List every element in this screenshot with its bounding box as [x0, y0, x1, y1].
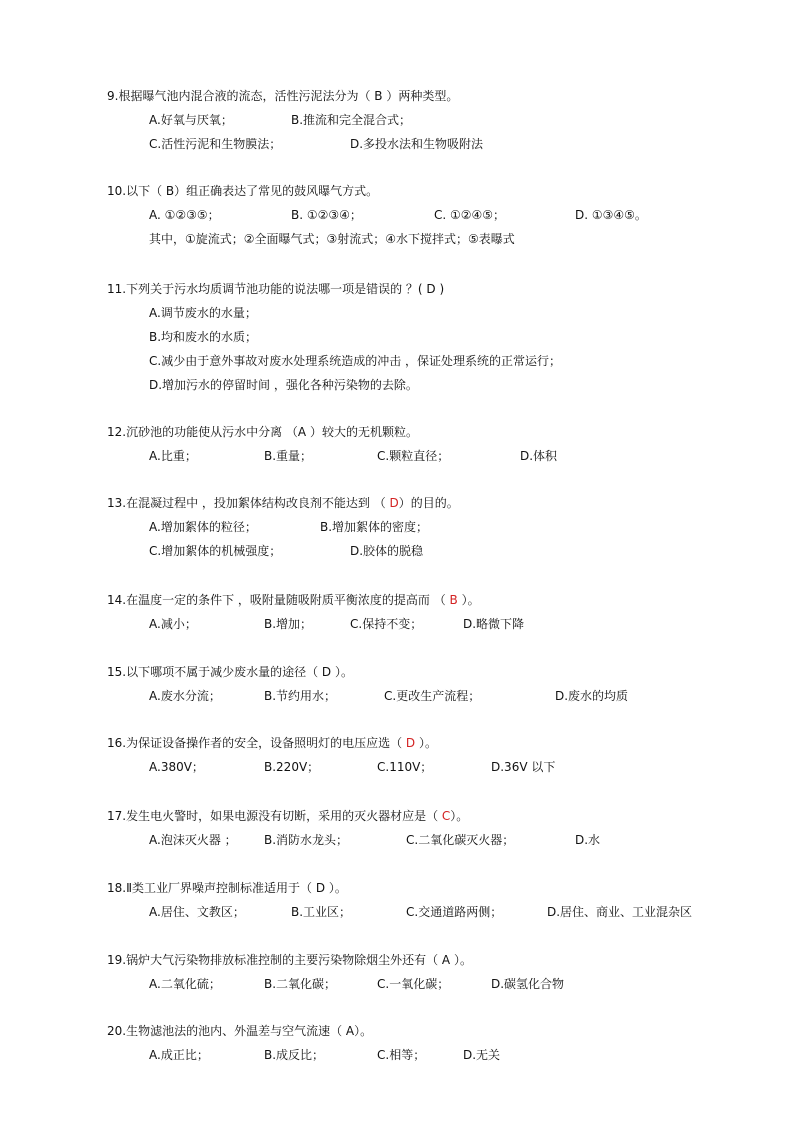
option-b: B.成反比；	[264, 1048, 325, 1062]
question-15	[107, 662, 747, 710]
option-d: D.增加污水的停留时间 ，强化各种污染物的去除。	[149, 378, 418, 392]
question-17	[107, 806, 747, 854]
options-row	[107, 303, 747, 327]
option-c: C.更改生产流程；	[384, 689, 481, 703]
option-a: A.减小；	[149, 617, 197, 631]
question-stem: 16.为保证设备操作者的安全，设备照明灯的电压应选（ D ）。	[107, 736, 437, 750]
option-b: B.220V；	[264, 760, 320, 774]
answer: D	[321, 665, 332, 679]
question-14	[107, 590, 747, 638]
question-9	[107, 86, 747, 158]
option-b: B.节约用水；	[264, 689, 337, 703]
question-10	[107, 181, 747, 253]
option-c: C.活性污泥和生物膜法；	[149, 137, 282, 151]
option-c: C.二氧化碳灭火器；	[406, 833, 515, 847]
answer: A	[297, 425, 307, 439]
options-row	[107, 541, 747, 565]
option-c: C. ①②④⑤；	[434, 208, 506, 222]
option-d: D.36V 以下	[491, 760, 556, 774]
answer: B	[449, 593, 458, 607]
option-a: A.增加絮体的粒径；	[149, 520, 257, 534]
option-a: A.调节废水的水量；	[149, 306, 257, 320]
option-c: C.颗粒直径；	[377, 449, 450, 463]
options-row	[107, 686, 747, 710]
question-stem: 11.下列关于污水均质调节池功能的说法哪一项是错误的 ？( D )	[107, 282, 445, 296]
option-c: C.一氧化碳；	[377, 977, 450, 991]
options-row	[107, 375, 747, 399]
option-b: B.推流和完全混合式；	[291, 113, 412, 127]
answer: A	[441, 953, 451, 967]
options-row	[107, 1045, 747, 1069]
options-row	[107, 134, 747, 158]
options-row	[107, 205, 747, 229]
option-d: D.略微下降	[463, 617, 525, 631]
option-d: D.废水的均质	[555, 689, 629, 703]
question-13	[107, 493, 747, 565]
options-row	[107, 830, 747, 854]
option-b: B.增加絮体的密度；	[320, 520, 429, 534]
answer: D	[389, 496, 399, 510]
option-d: D.碳氢化合物	[491, 977, 565, 991]
option-a: A.泡沫灭火器 ；	[149, 833, 237, 847]
question-stem: 14.在温度一定的条件下 ，吸附量随吸附质平衡浓度的提高而 （ B ）。	[107, 593, 480, 607]
question-12	[107, 422, 747, 470]
question-11	[107, 279, 747, 399]
options-row	[107, 327, 747, 351]
options-row	[107, 902, 747, 926]
option-a: A.废水分流；	[149, 689, 221, 703]
option-c: C.110V；	[377, 760, 433, 774]
option-a: A.居住、文教区；	[149, 905, 245, 919]
question-stem: 17.发生电火警时，如果电源没有切断，采用的灭火器材应是（ C）。	[107, 809, 469, 823]
options-row	[107, 757, 747, 781]
option-d: D.多投水法和生物吸附法	[350, 137, 484, 151]
option-b: B.工业区；	[291, 905, 352, 919]
option-b: B.消防水龙头；	[264, 833, 349, 847]
option-c: C.增加絮体的机械强度；	[149, 544, 282, 558]
question-16	[107, 733, 747, 781]
option-b: B. ①②③④；	[291, 208, 362, 222]
answer: D	[315, 881, 326, 895]
option-a: A.成正比；	[149, 1048, 209, 1062]
options-row	[107, 446, 747, 470]
question-stem: 15.以下哪项不属于减少废水量的途径（ D ）。	[107, 665, 353, 679]
option-d: D.居住、商业、工业混杂区	[547, 905, 693, 919]
options-row	[107, 614, 747, 638]
option-d: D.水	[575, 833, 601, 847]
option-a: A.380V；	[149, 760, 204, 774]
question-18	[107, 878, 747, 926]
option-c: C.相等；	[377, 1048, 426, 1062]
answer: A	[345, 1024, 355, 1038]
option-d: D.胶体的脱稳	[350, 544, 424, 558]
option-c: C.减少由于意外事故对废水处理系统造成的冲击 ，保证处理系统的正常运行；	[149, 354, 562, 368]
option-c: C.保持不变；	[350, 617, 423, 631]
options-row	[107, 517, 747, 541]
question-stem: 18.Ⅱ类工业厂界噪声控制标准适用于（ D ）。	[107, 881, 347, 895]
question-stem: 20.生物滤池法的池内、外温差与空气流速（ A）。	[107, 1024, 373, 1038]
question-note: 其中，①旋流式；②全面曝气式；③射流式；④水下搅拌式；⑤表曝式	[149, 232, 515, 246]
option-d: D.无关	[463, 1048, 501, 1062]
question-stem: 13.在混凝过程中 ，投加絮体结构改良剂不能达到 （ D）的目的。	[107, 496, 459, 510]
note-row	[107, 229, 747, 253]
option-c: C.交通道路两侧；	[406, 905, 503, 919]
options-row	[107, 974, 747, 998]
option-a: A. ①②③⑤；	[149, 208, 220, 222]
option-a: A.好氧与厌氧；	[149, 113, 233, 127]
option-a: A.二氧化硫；	[149, 977, 221, 991]
answer: B	[165, 184, 175, 198]
question-stem: 12.沉砂池的功能使从污水中分离 （A ）较大的无机颗粒。	[107, 425, 418, 439]
question-20	[107, 1021, 747, 1069]
options-row	[107, 351, 747, 375]
option-b: B.增加；	[264, 617, 313, 631]
option-b: B.重量；	[264, 449, 313, 463]
question-stem: 9.根据曝气池内混合液的流态，活性污泥法分为（ B ）两种类型。	[107, 89, 459, 103]
option-b: B.均和废水的水质；	[149, 330, 258, 344]
question-19	[107, 950, 747, 998]
option-a: A.比重；	[149, 449, 197, 463]
answer: B	[374, 89, 383, 103]
option-d: D. ①③④⑤。	[575, 208, 647, 222]
answer: D	[426, 282, 436, 296]
option-d: D.体积	[520, 449, 558, 463]
answer: C	[441, 809, 451, 823]
question-stem: 19.锅炉大气污染物排放标准控制的主要污染物除烟尘外还有（ A ）。	[107, 953, 472, 967]
options-row	[107, 110, 747, 134]
answer: D	[405, 736, 416, 750]
option-b: B.二氧化碳；	[264, 977, 337, 991]
question-stem: 10.以下（ B）组正确表达了常见的鼓风曝气方式。	[107, 184, 379, 198]
